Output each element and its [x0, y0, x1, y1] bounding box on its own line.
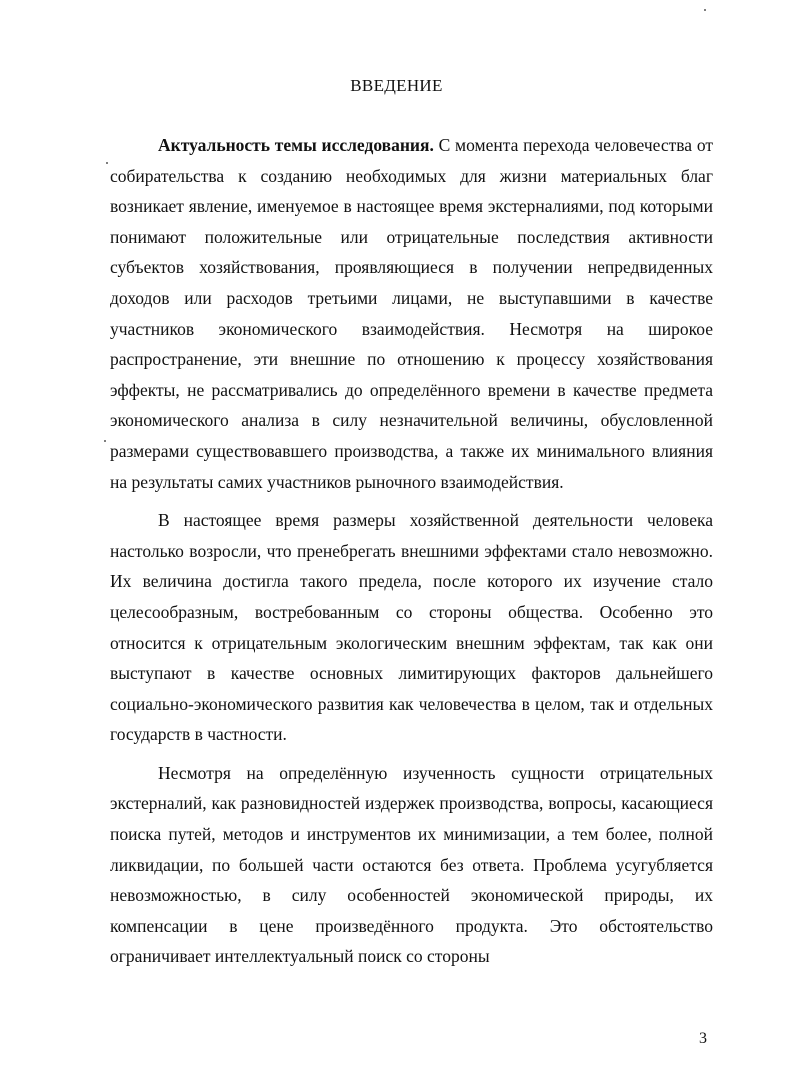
paragraph-1-text: С момента перехода человечества от собирательства к созданию необходимых для жизни материальных благ возникает явление, именуемое в настоящее время экстерналиями, под которыми понимают положительные или отрицательные последствия активности субъектов хозяйствования, проявляющиеся в получении непредвиденных доходов или расходов третьими лицами, не выступавшими в качестве участников экономического взаимодействия. Несмотря на широкое распространение, эти внешние по отношению к процессу хозяйствования эффекты, не рассматривались до определённого времени в качестве предмета экономического анализа в силу незначительной величины, обусловленной размерами существовавшего производства, а также их минимального влияния на результаты самих участников рыночного взаимодействия. — [110, 135, 714, 492]
paragraph-3 — [110, 758, 713, 972]
scan-speck — [106, 162, 108, 164]
scan-speck — [104, 440, 106, 442]
paragraph-2-text: В настоящее время размеры хозяйственной деятельности человека настолько возросли, что пренебрегать внешними эффектами стало невозможно. Их величина достигла такого предела, после которого их изучение стало целесообразным, востребованным со стороны общества. Особенно это относится к отрицательным экологическим внешним эффектам, так как они выступают в качестве основных лимитирующих факторов дальнейшего социально-экономического развития как человечества в целом, так и отдельных государств в частности. — [110, 510, 713, 745]
scan-speck — [704, 9, 706, 11]
page-number: 3 — [699, 1030, 707, 1047]
section-title: ВВЕДЕНИЕ — [350, 76, 443, 95]
paragraph-3-text: Несмотря на определённую изученность сущности отрицательных экстерналий, как разновидностей издержек производства, вопросы, касающиеся поиска путей, методов и инструментов их минимизации, а тем более, полной ликвидации, по большей части остаются без ответа. Проблема усугубляется невозможностью, в силу особенностей экономической природы, их компенсации в цене произведённого продукта. Это обстоятельство ограничивает интеллектуальный поиск со стороны — [110, 762, 713, 967]
paragraph-1-lead: Актуальность темы исследования. — [158, 135, 434, 155]
paragraph-1 — [110, 130, 713, 497]
body-text — [110, 130, 713, 972]
paragraph-2 — [110, 505, 713, 750]
